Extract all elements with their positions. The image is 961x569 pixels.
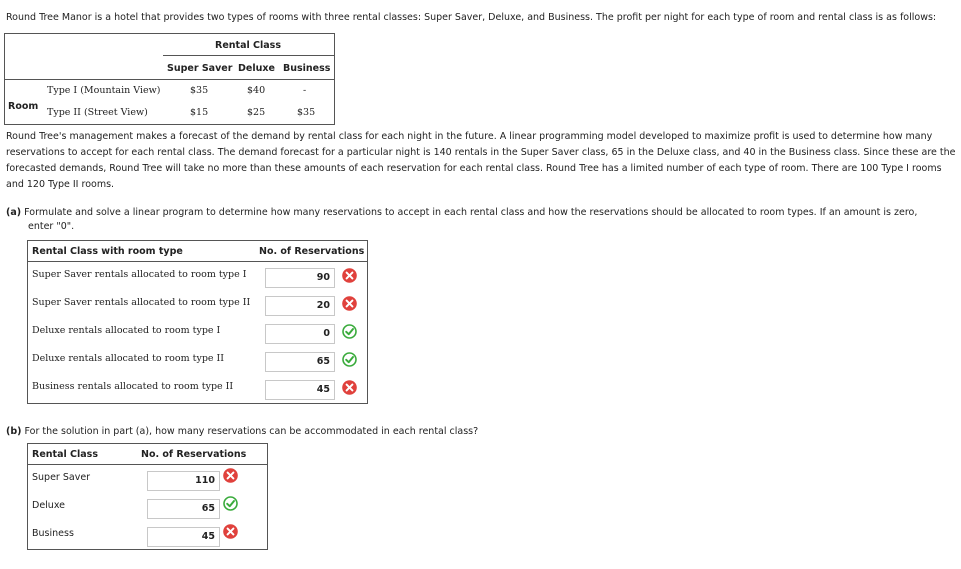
col-deluxe: Deluxe	[238, 63, 275, 74]
input-deluxe-total[interactable]: 65	[147, 499, 220, 519]
row-label-business-type2: Business rentals allocated to room type II	[32, 381, 234, 392]
row-type-1-label: Type I (Mountain View)	[47, 85, 161, 96]
row-label-deluxe-type2: Deluxe rentals allocated to room type II	[32, 353, 225, 364]
intro-text: Round Tree Manor is a hotel that provides two types of rooms with three rental classes: Super Saver, Deluxe, and Business. The profit per night for each type of room and rental class is as follows:	[6, 12, 937, 23]
cell-type2-deluxe: $25	[247, 107, 266, 118]
part-a-question: (a) Formulate and solve a linear program to determine how many reservations to accept in each rental class and how the reservations should be allocated to room types. If an amount is zero, enter "0".	[6, 207, 918, 232]
correct-check-icon	[223, 496, 238, 511]
row-label-business: Business	[32, 528, 74, 539]
incorrect-x-icon	[342, 268, 357, 283]
row-label-deluxe: Deluxe	[32, 500, 65, 511]
part-a-label: (a)	[6, 207, 22, 218]
rental-class-header: Rental Class	[215, 40, 281, 51]
room-label: Room	[8, 101, 39, 112]
col-super-saver: Super Saver	[167, 63, 233, 74]
part-b-col1-header: Rental Class	[32, 449, 98, 460]
input-business-type2[interactable]: 45	[265, 380, 335, 400]
row-label-deluxe-type1: Deluxe rentals allocated to room type I	[32, 325, 221, 336]
input-business-total[interactable]: 45	[147, 527, 220, 547]
incorrect-x-icon	[223, 524, 238, 539]
part-b-question: (b) For the solution in part (a), how many reservations can be accommodated in each rental class?	[6, 426, 479, 437]
correct-check-icon	[342, 324, 357, 339]
input-super-saver-total[interactable]: 110	[147, 471, 220, 491]
part-a-table	[27, 240, 368, 404]
col-business: Business	[283, 63, 331, 74]
part-b-col2-header: No. of Reservations	[141, 449, 247, 460]
row-label-ss-type1: Super Saver rentals allocated to room type I	[32, 269, 247, 280]
part-b-label: (b)	[6, 426, 22, 437]
incorrect-x-icon	[342, 380, 357, 395]
row-type-2-label: Type II (Street View)	[47, 107, 148, 118]
part-a-col1-header: Rental Class with room type	[32, 246, 183, 257]
cell-type2-business: $35	[297, 107, 316, 118]
cell-type2-super-saver: $15	[190, 107, 209, 118]
part-b-table	[27, 443, 268, 550]
input-ss-type2[interactable]: 20	[265, 296, 335, 316]
cell-type1-deluxe: $40	[247, 85, 266, 96]
incorrect-x-icon	[342, 296, 357, 311]
cell-type1-super-saver: $35	[190, 85, 209, 96]
input-ss-type1[interactable]: 90	[265, 268, 335, 288]
row-label-ss-type2: Super Saver rentals allocated to room type II	[32, 297, 251, 308]
cell-type1-business: -	[303, 85, 307, 96]
input-deluxe-type2[interactable]: 65	[265, 352, 335, 372]
incorrect-x-icon	[223, 468, 238, 483]
description-text: Round Tree's management makes a forecast of the demand by rental class for each night in the future. A linear programming model developed to maximize profit is used to determine how many reservations to accept for each rental class. The demand forecast for a particular night is 140 rentals in the Super Saver class, 65 in the Deluxe class, and 40 in the Business class. Since these are the forecasted demands, Round Tree will take no more than these amounts of each reservation for each rental class. Round Tree has a limited number of each type of room. There are 100 Type I rooms and 120 Type II rooms.	[6, 131, 956, 190]
row-label-super-saver: Super Saver	[32, 472, 91, 483]
part-a-col2-header: No. of Reservations	[259, 246, 365, 257]
profit-table	[4, 33, 335, 125]
correct-check-icon	[342, 352, 357, 367]
input-deluxe-type1[interactable]: 0	[265, 324, 335, 344]
